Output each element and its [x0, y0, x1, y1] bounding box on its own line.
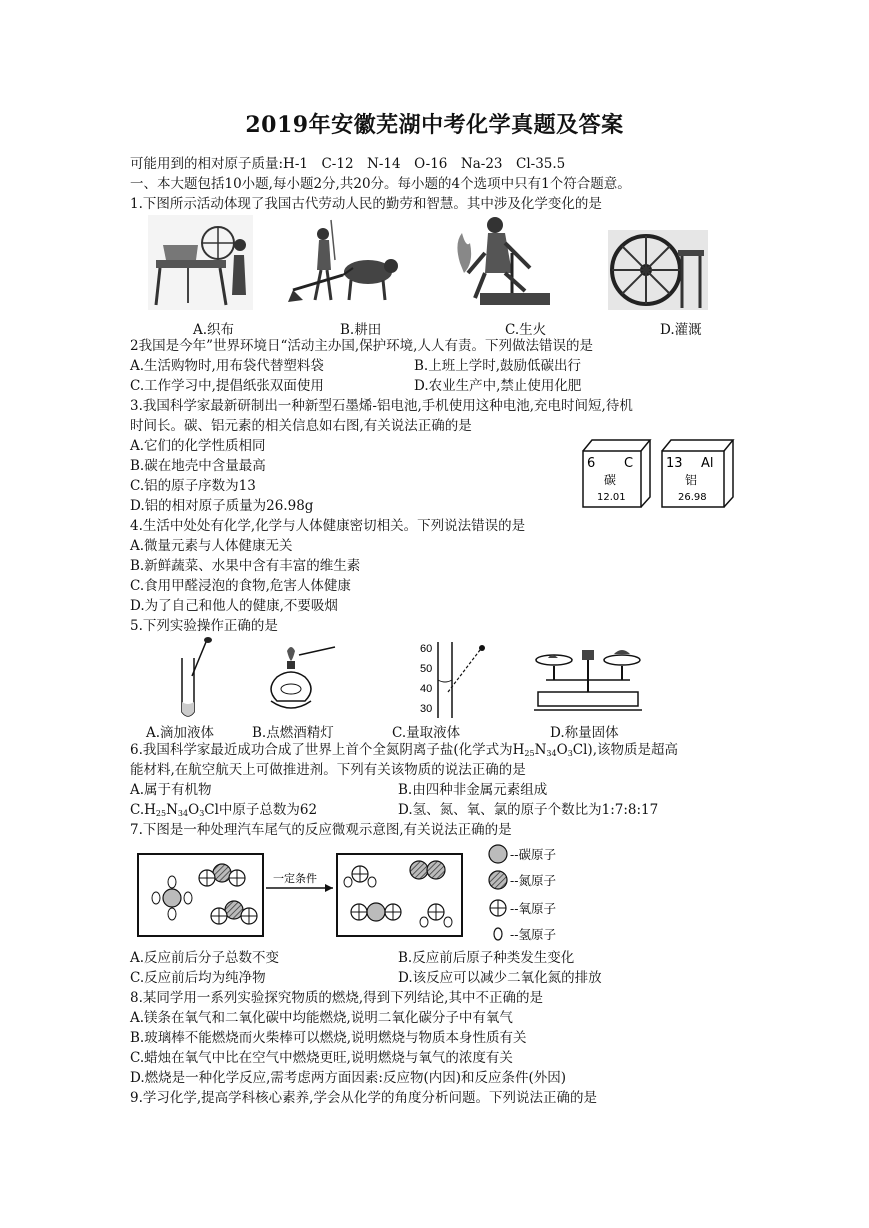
q5-caption-b: B.点燃酒精灯: [252, 725, 334, 741]
q3-option-b: B.碳在地壳中含量最高: [130, 458, 266, 474]
carbon-symbol: C: [624, 456, 634, 471]
reaction-diagram: [130, 840, 470, 940]
q7-stem: 7.下图是一种处理汽车尾气的反应微观示意图,有关说法正确的是: [130, 822, 512, 838]
q8-option-a: A.镁条在氧气和二氧化碳中均能燃烧,说明二氧化碳分子中有氧气: [130, 1010, 513, 1026]
q8-stem: 8.某同学用一系列实验探究物质的燃烧,得到下列结论,其中不正确的是: [130, 990, 543, 1006]
hydrogen-atom-icon: [494, 928, 502, 940]
q1-caption-c: C.生火: [505, 322, 547, 338]
q6-option-d: D.氢、氮、氧、氯的原子个数比为1:7:8:17: [398, 802, 659, 818]
aluminum-name: 铝: [685, 473, 698, 487]
q4-option-c: C.食用甲醛浸泡的食物,危害人体健康: [130, 578, 351, 594]
q2-option-a: A.生活购物时,用布袋代替塑料袋: [130, 358, 324, 374]
legend-carbon-label: --碳原子: [510, 847, 556, 862]
q5-caption-a: A.滴加液体: [146, 725, 215, 741]
q1-stem: 1.下图所示活动体现了我国古代劳动人民的勤劳和智慧。其中涉及化学变化的是: [130, 196, 602, 212]
q6-stem-line1: 6.我国科学家最近成功合成了世界上首个全氮阴离子盐(化学式为$H_{25}N_{34}O_3Cl$),该物质是超高: [130, 742, 678, 758]
legend-nitrogen-label: --氮原子: [510, 873, 556, 888]
q4-option-d: D.为了自己和他人的健康,不要吸烟: [130, 598, 338, 614]
q5-caption-d: D.称量固体: [550, 725, 619, 741]
q3-option-d: D.铝的相对原子质量为26.98g: [130, 498, 314, 514]
q4-option-a: A.微量元素与人体健康无关: [130, 538, 293, 554]
carbon-name: 碳: [604, 473, 617, 487]
section-heading: 一、本大题包括10小题,每小题2分,共20分。每小题的4个选项中只有1个符合题意。: [130, 176, 631, 192]
atom-legend: [484, 842, 594, 946]
cylinder-tick-60: 60: [420, 643, 433, 655]
page-title: 2019年安徽芜湖中考化学真题及答案: [245, 112, 624, 138]
measuring-cylinder-image: [418, 640, 493, 720]
q5-caption-c: C.量取液体: [392, 725, 461, 741]
oxygen-atom-icon: [490, 900, 506, 916]
balance-scale-image: [532, 640, 644, 718]
carbon-atom-icon: [489, 845, 507, 863]
atomic-masses: 可能用到的相对原子质量:H-1 C-12 N-14 O-16 Na-23 Cl-35.5: [130, 156, 566, 172]
q5-stem: 5.下列实验操作正确的是: [130, 618, 278, 634]
alcohol-lamp-image: [265, 643, 345, 718]
q6-stem-line2: 能材料,在航空航天上可做推进剂。下列有关该物质的说法正确的是: [130, 762, 526, 778]
q1-caption-b: B.耕田: [340, 322, 382, 338]
q2-option-d: D.农业生产中,禁止使用化肥: [414, 378, 582, 394]
legend-oxygen-label: --氧原子: [510, 901, 556, 916]
carbon-mass: 12.01: [597, 492, 626, 503]
q1-caption-d: D.灌溉: [660, 322, 702, 338]
q3-option-c: C.铝的原子序数为13: [130, 478, 256, 494]
legend-hydrogen-label: --氢原子: [510, 927, 556, 942]
q7-option-d: D.该反应可以减少二氧化氮的排放: [398, 970, 602, 986]
fire-making-image: [450, 213, 558, 313]
aluminum-symbol: Al: [701, 456, 714, 471]
nitrogen-atom-icon: [489, 871, 507, 889]
q8-option-b: B.玻璃棒不能燃烧而火柴棒可以燃烧,说明燃烧与物质本身性质有关: [130, 1030, 527, 1046]
q7-option-a: A.反应前后分子总数不变: [130, 950, 280, 966]
aluminum-element-card: [659, 437, 734, 509]
carbon-element-card: [580, 437, 650, 509]
q9-stem: 9.学习化学,提高学科核心素养,学会从化学的角度分析问题。下列说法正确的是: [130, 1090, 597, 1106]
q6-option-c: $C.H_{25}N_{34}O_3Cl$中原子总数为62: [130, 802, 318, 818]
q6-option-b: B.由四种非金属元素组成: [398, 782, 548, 798]
irrigation-wheel-image: [608, 230, 708, 310]
q7-option-b: B.反应前后原子种类发生变化: [398, 950, 575, 966]
q2-stem: 2我国是今年”世界环境日“活动主办国,保护环境,人人有责。下列做法错误的是: [130, 338, 593, 354]
aluminum-mass: 26.98: [678, 492, 707, 503]
q7-option-c: C.反应前后均为纯净物: [130, 970, 266, 986]
q3-stem-line1: 3.我国科学家最新研制出一种新型石墨烯-铝电池,手机使用这种电池,充电时间短,待机: [130, 398, 633, 414]
aluminum-atomic-number: 13: [666, 456, 683, 471]
product-co2-molecule: [351, 903, 401, 921]
reaction-condition-label: 一定条件: [273, 872, 317, 885]
q4-stem: 4.生活中处处有化学,化学与人体健康密切相关。下列说法错误的是: [130, 518, 526, 534]
q6-option-a: A.属于有机物: [130, 782, 212, 798]
q4-option-b: B.新鲜蔬菜、水果中含有丰富的维生素: [130, 558, 361, 574]
carbon-atomic-number: 6: [587, 456, 596, 471]
cylinder-tick-40: 40: [420, 683, 433, 695]
q8-option-c: C.蜡烛在氧气中比在空气中燃烧更旺,说明燃烧与氧气的浓度有关: [130, 1050, 513, 1066]
dropper-test-tube-image: [170, 636, 215, 721]
q3-option-a: A.它们的化学性质相同: [130, 438, 266, 454]
cylinder-tick-50: 50: [420, 663, 433, 675]
ploughing-image: [283, 220, 398, 308]
cylinder-tick-30: 30: [420, 703, 433, 715]
q2-option-b: B.上班上学时,鼓励低碳出行: [414, 358, 582, 374]
q2-option-c: C.工作学习中,提倡纸张双面使用: [130, 378, 324, 394]
q3-stem-line2: 时间长。碳、铝元素的相关信息如右图,有关说法正确的是: [130, 418, 472, 434]
q1-caption-a: A.织布: [193, 322, 235, 338]
weaving-loom-image: [148, 215, 253, 310]
q8-option-d: D.燃烧是一种化学反应,需考虑两方面因素:反应物(内因)和反应条件(外因): [130, 1070, 567, 1086]
